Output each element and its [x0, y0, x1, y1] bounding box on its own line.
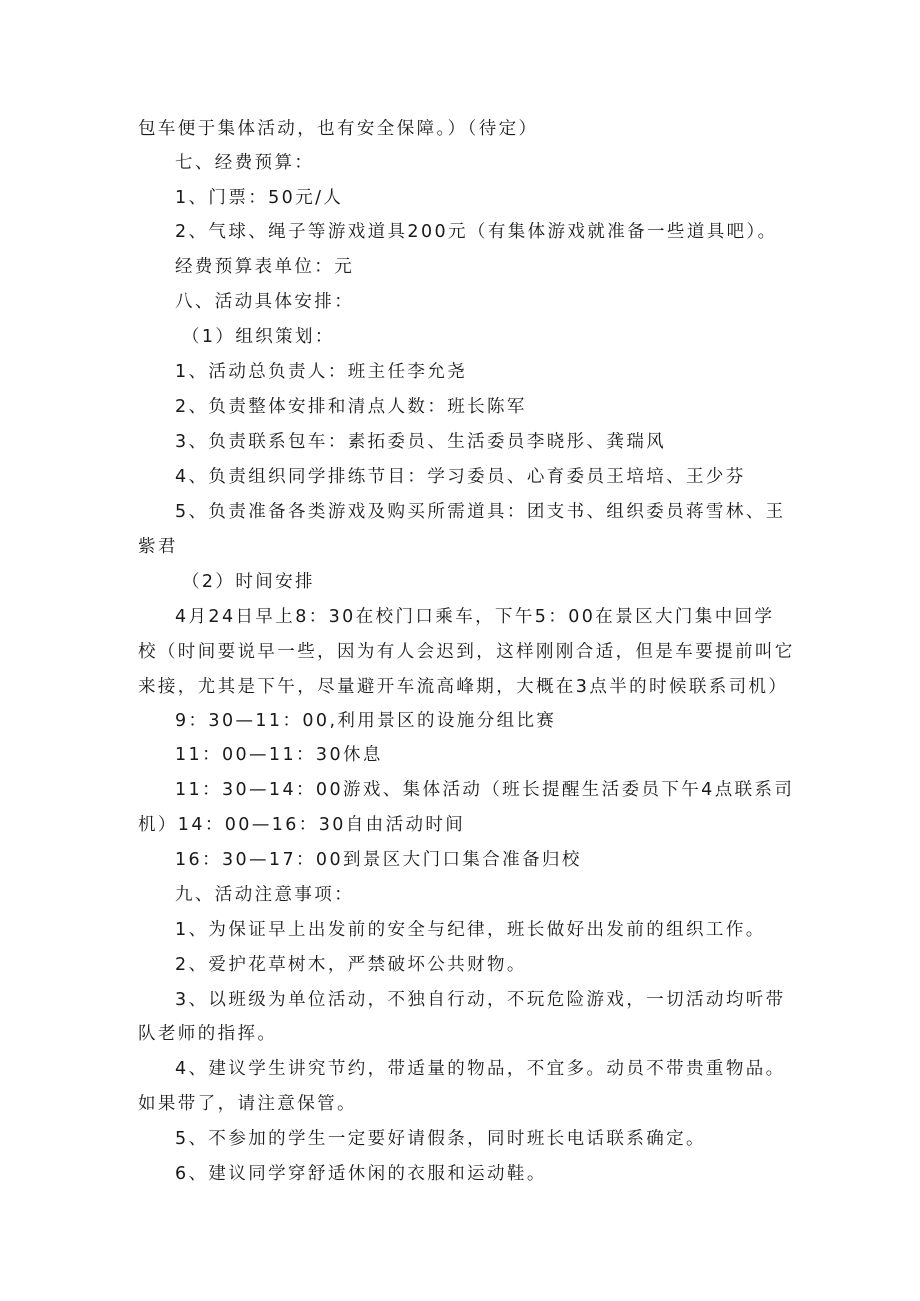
text-line: 6、建议同学穿舒适休闲的衣服和运动鞋。	[175, 1164, 547, 1184]
text-line: 1、为保证早上出发前的安全与纪律，班长做好出发前的组织工作。	[175, 920, 766, 940]
text-line: 5、不参加的学生一定要好请假条，同时班长电话联系确定。	[175, 1129, 706, 1149]
text-line: 如果带了，请注意保管。	[138, 1094, 357, 1114]
text-line: 1、门票：50元/人	[175, 188, 344, 208]
text-line: 4、建议学生讲究节约，带适量的物品，不宜多。动员不带贵重物品。	[175, 1059, 786, 1079]
text-line: 3、以班级为单位活动，不独自行动，不玩危险游戏，一切活动均听带	[175, 990, 786, 1010]
subsection-heading: （2）时间安排	[182, 572, 315, 592]
text-line: 9：30—11：00,利用景区的设施分组比赛	[175, 711, 557, 731]
section-heading: 七、经费预算：	[175, 153, 315, 173]
text-line: 紫君	[138, 537, 178, 557]
subsection-heading: （1）组织策划：	[182, 327, 335, 347]
text-line: 3、负责联系包车：素拓委员、生活委员李晓彤、龚瑞风	[175, 432, 667, 452]
text-line: 4、负责组织同学排练节目：学习委员、心育委员王培培、王少芬	[175, 467, 746, 487]
text-line: 5、负责准备各类游戏及购买所需道具：团支书、组织委员蒋雪林、王	[175, 502, 786, 522]
text-line: 16：30—17：00到景区大门口集合准备归校	[175, 850, 582, 870]
text-line: 11：30—14：00游戏、集体活动（班长提醒生活委员下午4点联系司	[175, 780, 795, 800]
text-line: 校（时间要说早一些，因为有人会迟到，这样刚刚合适，但是车要提前叫它	[138, 642, 795, 662]
text-line: 2、负责整体安排和清点人数：班长陈军	[175, 397, 527, 417]
section-heading: 八、活动具体安排：	[175, 292, 355, 312]
text-line: 机）14：00—16：30自由活动时间	[138, 815, 466, 835]
text-line: 经费预算表单位：元	[175, 257, 355, 277]
text-line: 来接，尤其是下午，尽量避开车流高峰期，大概在3点半的时候联系司机）	[138, 677, 789, 697]
text-line: 1、活动总负责人：班主任李允尧	[175, 362, 468, 382]
text-line: 包车便于集体活动，也有安全保障。）（待定）	[138, 119, 539, 139]
text-line: 2、气球、绳子等游戏道具200元（有集体游戏就准备一些道具吧）。	[175, 222, 778, 242]
text-line: 队老师的指挥。	[138, 1024, 278, 1044]
section-heading: 九、活动注意事项：	[175, 885, 355, 905]
text-line: 2、爱护花草树木，严禁破坏公共财物。	[175, 955, 527, 975]
text-line: 4月24日早上8：30在校门口乘车，下午5：00在景区大门集中回学	[175, 607, 775, 627]
text-line: 11：00—11：30休息	[175, 745, 383, 765]
